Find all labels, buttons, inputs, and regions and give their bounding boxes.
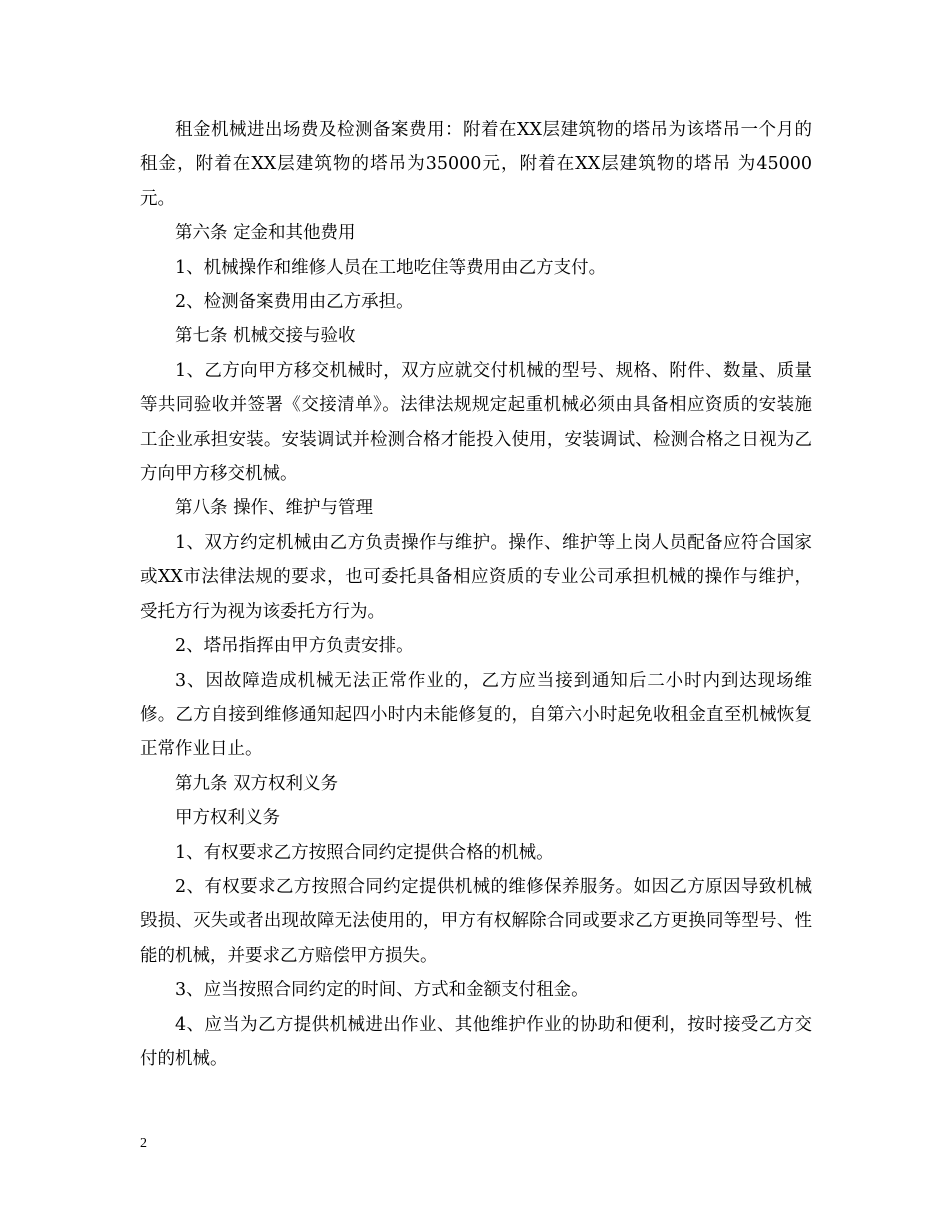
paragraph-7-1: 1、乙方向甲方移交机械时，双方应就交付机械的型号、规格、附件、数量、质量等共同验收并签署《交接清单》。法律法规规定起重机械必须由具备相应资质的安装施工企业承担安装。安装调试并检测合格才能投入使用，安装调试、检测合格之日视为乙方向甲方移交机械。 (140, 360, 812, 485)
paragraph-8-2: 2、塔吊指挥由甲方负责安排。 (175, 636, 414, 657)
paragraph-6-1: 1、机械操作和维修人员在工地吃住等费用由乙方支付。 (175, 257, 607, 278)
subheading-party-a-rights: 甲方权利义务 (175, 808, 280, 829)
paragraph-9-2: 2、有权要求乙方按照合同约定提供机械的维修保养服务。如因乙方原因导致机械毁损、灭失或者出现故障无法使用的，甲方有权解除合同或要求乙方更换同等型号、性能的机械，并要求乙方赔偿甲方损失。 (140, 876, 812, 966)
paragraph-6-2: 2、检测备案费用由乙方承担。 (175, 292, 414, 313)
paragraph-8-1: 1、双方约定机械由乙方负责操作与维护。操作、维护等上岗人员配备应符合国家或XX市法律法规的要求，也可委托具备相应资质的专业公司承担机械的操作与维护，受托方行为视为该委托方行为。 (140, 532, 812, 622)
paragraph-9-1: 1、有权要求乙方按照合同约定提供合格的机械。 (175, 842, 554, 863)
document-body (140, 113, 812, 1076)
paragraph-8-3: 3、因故障造成机械无法正常作业的，乙方应当接到通知后二小时内到达现场维修。乙方自接到维修通知起四小时内未能修复的，自第六小时起免收租金直至机械恢复正常作业日止。 (140, 670, 812, 760)
heading-article-7: 第七条 机械交接与验收 (175, 326, 356, 347)
heading-article-6: 第六条 定金和其他费用 (175, 223, 356, 244)
heading-article-8: 第八条 操作、维护与管理 (175, 498, 374, 519)
paragraph-rental-fees: 租金机械进出场费及检测备案费用：附着在XX层建筑物的塔吊为该塔吊一个月的租金，附着在XX层建筑物的塔吊为35000元，附着在XX层建筑物的塔吊 为45000元。 (140, 120, 812, 209)
heading-article-9: 第九条 双方权利义务 (175, 773, 339, 794)
paragraph-9-3: 3、应当按照合同约定的时间、方式和金额支付租金。 (175, 980, 589, 1001)
page-number: 2 (140, 1136, 147, 1151)
paragraph-9-4: 4、应当为乙方提供机械进出作业、其他维护作业的协助和便利，按时接受乙方交付的机械。 (140, 1014, 812, 1069)
